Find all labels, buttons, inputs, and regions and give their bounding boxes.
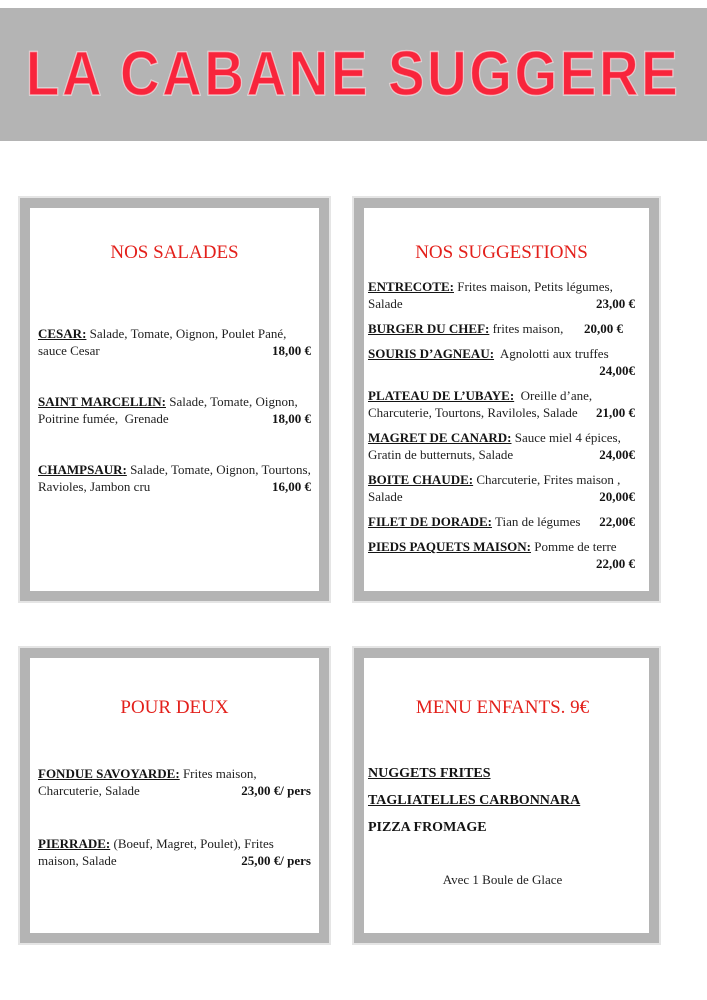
item-price: 16,00 € — [272, 479, 311, 494]
item-price: 18,00 € — [272, 411, 311, 426]
menu-item-pizza-fromage: PIZZA FROMAGE — [368, 820, 487, 835]
item-desc: Gratin de butternuts, Salade — [368, 447, 514, 462]
item-line — [368, 345, 635, 362]
item-price: 24,00€ — [599, 363, 635, 378]
item-desc: Salade, Tomate, Oignon, — [165, 394, 298, 409]
item-line — [368, 404, 635, 421]
item-price: 24,00€ — [599, 447, 635, 462]
item-name: SOURIS D’AGNEAU: — [368, 346, 495, 361]
item-desc: frites maison, — [489, 321, 564, 336]
item-desc: sauce Cesar — [38, 343, 100, 358]
item-line — [38, 478, 311, 495]
item-desc: Frites maison, Petits légumes, — [453, 279, 613, 294]
item-line — [38, 393, 311, 410]
item-price: 18,00 € — [272, 343, 311, 358]
menu-item-entrecote — [368, 278, 635, 312]
item-name: SAINT MARCELLIN: — [38, 394, 166, 409]
menu-item-nuggets-frites: NUGGETS FRITES — [368, 766, 491, 781]
item-desc: Salade, Tomate, Oignon, Poulet Pané, — [86, 326, 287, 341]
item-desc: Salade — [368, 296, 403, 311]
menu-item-cesar — [38, 325, 311, 359]
section-title-suggestions: NOS SUGGESTIONS — [415, 242, 588, 263]
item-name: ENTRECOTE: — [368, 279, 454, 294]
header-banner — [0, 8, 707, 141]
item-name: BURGER DU CHEF: — [368, 321, 490, 336]
item-line — [368, 446, 635, 463]
item-desc: maison, Salade — [38, 853, 117, 868]
section-pour-deux — [20, 648, 329, 943]
item-line — [38, 852, 311, 869]
item-desc: Pomme de terre — [531, 539, 617, 554]
item-name: CHAMPSAUR: — [38, 462, 127, 477]
menu-item-plateau-ubaye — [368, 387, 635, 421]
item-desc: Ravioles, Jambon cru — [38, 479, 151, 494]
section-title-salades: NOS SALADES — [110, 242, 239, 263]
section-title-menu-enfants: MENU ENFANTS. 9€ — [415, 697, 590, 718]
item-line — [368, 555, 635, 572]
item-line — [368, 471, 635, 488]
item-desc: Tian de légumes — [492, 514, 584, 529]
restaurant-title: LA CABANE SUGGERE LA CABANE SUGGERE — [26, 43, 680, 106]
item-name: FONDUE SAVOYARDE: — [38, 766, 180, 781]
item-price: 22,00€ — [599, 514, 635, 529]
menu-item-champsaur — [38, 461, 311, 495]
item-line — [368, 429, 635, 446]
item-price: 23,00 € — [596, 296, 635, 311]
item-line — [38, 782, 311, 799]
section-title-pour-deux: POUR DEUX — [120, 697, 229, 718]
menu-item-pieds-paquets — [368, 538, 635, 572]
menu-item-magret-canard — [368, 429, 635, 463]
item-line — [368, 320, 635, 337]
item-line — [368, 513, 635, 530]
item-price: 22,00 € — [596, 556, 635, 571]
item-line — [38, 410, 311, 427]
item-name: FILET DE DORADE: — [368, 514, 493, 529]
menu-item-souris-agneau — [368, 345, 635, 379]
item-name: CESAR: — [38, 326, 87, 341]
item-desc: Charcuterie, Salade — [38, 783, 140, 798]
section-suggestions — [354, 198, 659, 601]
item-price: 21,00 € — [596, 405, 635, 420]
item-desc: Sauce miel 4 épices, — [511, 430, 621, 445]
item-line — [368, 278, 635, 295]
item-desc: Frites maison, — [179, 766, 257, 781]
item-line — [38, 461, 311, 478]
item-name: PIERRADE: — [38, 836, 111, 851]
item-desc: Poitrine fumée, Grenade — [38, 411, 169, 426]
item-name: BOITE CHAUDE: — [368, 472, 474, 487]
item-desc: Oreille d’ane, — [514, 388, 593, 403]
menu-item-burger-du-chef — [368, 320, 635, 337]
item-name: MAGRET DE CANARD: — [368, 430, 512, 445]
item-line — [368, 295, 635, 312]
item-line — [38, 835, 311, 852]
menu-item-pierrade — [38, 835, 311, 869]
section-menu-enfants — [354, 648, 659, 943]
item-price: 20,00€ — [599, 489, 635, 504]
item-line — [38, 325, 311, 342]
item-desc: Salade, Tomate, Oignon, Tourtons, — [126, 462, 311, 477]
menu-item-saint-marcellin — [38, 393, 311, 427]
kids-menu-note: Avec 1 Boule de Glace — [442, 872, 563, 887]
section-salades — [20, 198, 329, 601]
item-line — [368, 538, 635, 555]
menu-item-tagliatelles-carbonnara: TAGLIATELLES CARBONNARA — [368, 793, 581, 808]
item-name: PIEDS PAQUETS MAISON: — [368, 539, 532, 554]
item-desc: Charcuterie, Frites maison , — [473, 472, 621, 487]
item-desc: Agnolotti aux truffes — [494, 346, 609, 361]
item-line — [38, 342, 311, 359]
item-line — [38, 765, 311, 782]
item-price: 20,00 € — [584, 321, 623, 336]
menu-item-fondue-savoyarde — [38, 765, 311, 799]
item-price: 25,00 €/ pers — [241, 853, 311, 868]
item-name: PLATEAU DE L’UBAYE: — [368, 388, 515, 403]
item-line — [368, 362, 635, 379]
item-desc: Salade — [368, 489, 403, 504]
item-price: 23,00 €/ pers — [241, 783, 311, 798]
menu-item-boite-chaude — [368, 471, 635, 505]
item-line — [368, 387, 635, 404]
item-desc: Charcuterie, Tourtons, Raviloles, Salade — [368, 405, 581, 420]
item-desc: (Boeuf, Magret, Poulet), Frites — [110, 836, 274, 851]
menu-item-filet-dorade — [368, 513, 635, 530]
item-line — [368, 488, 635, 505]
